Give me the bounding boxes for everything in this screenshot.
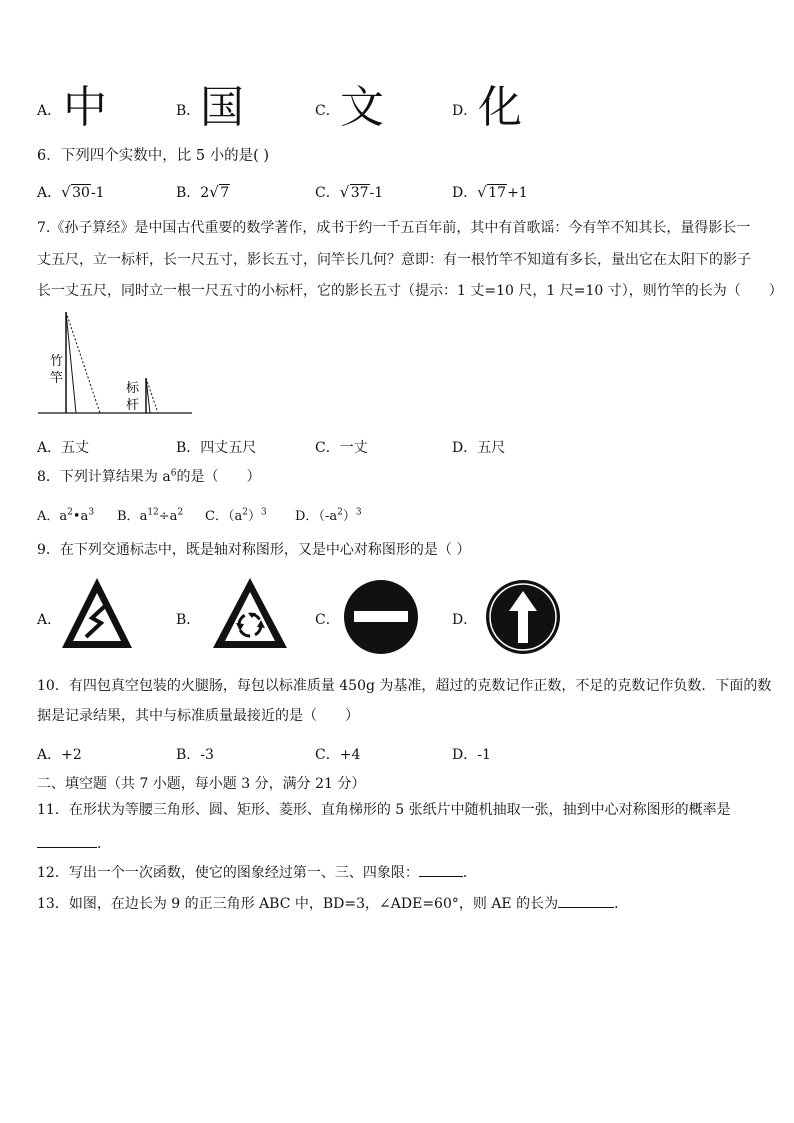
q5-option-b-label: B． (176, 103, 201, 119)
q6-option-d-rest: +1 (507, 185, 528, 201)
expr-base: （-a (318, 509, 338, 524)
option-text: 五尺 (477, 440, 506, 456)
q11-answer-line (37, 833, 111, 854)
expr-sup: 12 (147, 507, 159, 518)
q8-stem (37, 467, 260, 487)
option-text: +2 (61, 747, 82, 763)
expr-sup: 3 (260, 507, 267, 518)
q9-option-d-label: D． (452, 612, 478, 628)
q8-stem-pre: 8．下列计算结果为 a (37, 469, 171, 485)
q13-text: 13．如图，在边长为 9 的正三角形 ABC 中，BD=3，∠ADE=60°，则 AE 的长为 (37, 896, 559, 912)
option-label: D． (295, 509, 319, 524)
sqrt-symbol: √ 37 (339, 183, 369, 201)
q11-line1: 11．在形状为等腰三角形、圆、矩形、菱形、直角梯形的 5 张纸片中随机抽取一张，抽到中心对称图形的概率是 (37, 802, 731, 818)
roundabout-warning-sign-icon (210, 575, 290, 652)
q10-option-c (315, 744, 360, 764)
option-label: A． (37, 440, 62, 456)
expr-op: ） (342, 509, 356, 524)
double-bend-warning-sign-icon (60, 575, 135, 652)
q6-option-c-label: C． (315, 185, 340, 201)
option-text: 五丈 (61, 440, 90, 456)
expr-sup: 3 (355, 507, 362, 518)
option-label: C． (205, 509, 228, 524)
q5-option-d-char: 化 (478, 82, 522, 133)
q5-option-c-label: C． (315, 103, 340, 119)
option-text: -3 (200, 747, 214, 763)
option-label: C． (315, 440, 340, 456)
expr-sup: 2 (242, 507, 248, 518)
q7-option-c (315, 437, 368, 457)
q6-option-a (37, 182, 105, 202)
q7-shadow-figure (36, 308, 196, 418)
q10-line1: 10．有四包真空包装的火腿肠，每包以标准质量 450g 为基准，超过的克数记作正数，不足的克数记作负数．下面的数 (37, 678, 772, 694)
q8-stem-sup: 6 (170, 468, 177, 479)
answer-blank[interactable] (558, 893, 614, 908)
q5-option-c-char: 文 (340, 82, 384, 133)
expr-sup: 2 (337, 507, 343, 518)
q12-line (37, 862, 477, 883)
q10-option-d (452, 744, 491, 764)
expr-sup: 2 (177, 507, 184, 518)
q5-option-a-label: A． (37, 103, 62, 119)
q7-option-a (37, 437, 89, 457)
q9-option-b-label: B． (176, 612, 201, 628)
section-title: 二、填空题（共 7 小题，每小题 3 分，满分 21 分） (37, 776, 366, 792)
q8-option-b (117, 505, 183, 524)
option-label: A． (37, 509, 60, 524)
q6-option-d (452, 182, 528, 202)
radicand: 7 (220, 185, 230, 201)
q6-option-c (315, 182, 383, 202)
option-text: 一丈 (339, 440, 368, 456)
sqrt-symbol: √ 17 (477, 183, 507, 201)
q8-option-d (295, 505, 362, 524)
q6-option-c-rest: -1 (369, 185, 384, 201)
q10-line2: 据是记录结果，其中与标准质量最接近的是（ ） (37, 708, 359, 724)
stick-label-2: 杆 (126, 398, 140, 413)
q8-stem-post: 的是（ ） (176, 469, 261, 485)
q7-line1: 7.《孙子算经》是中国古代重要的数学著作，成书于约一千五百年前，其中有首歌谣：今有竿不知其长，量得影长一 (37, 220, 751, 236)
expr-sup: 2 (67, 507, 73, 518)
expr-base: （a (227, 509, 243, 524)
option-label: D． (452, 747, 478, 763)
pole-label-1: 竹 (50, 354, 64, 369)
q9-option-a-label: A． (37, 612, 62, 628)
q10-option-a (37, 744, 82, 764)
answer-blank[interactable] (37, 833, 97, 848)
option-label: B． (176, 747, 201, 763)
option-label: D． (452, 440, 478, 456)
radicand: 37 (350, 185, 369, 201)
q6-stem: 6．下列四个实数中，比 5 小的是( ) (37, 148, 270, 164)
expr-op: ÷a (158, 509, 178, 524)
expr-op: •a (72, 509, 89, 524)
q12-tail: ． (462, 865, 477, 881)
q5-option-d-label: D． (452, 103, 478, 119)
sqrt-symbol: √ 7 (209, 183, 230, 201)
q9-option-c-label: C． (315, 612, 340, 628)
option-text: 四丈五尺 (200, 440, 257, 456)
q12-text: 12．写出一个一次函数，使它的图象经过第一、三、四象限： (37, 865, 419, 881)
option-text: -1 (477, 747, 491, 763)
option-label: C． (315, 747, 340, 763)
pole-label-2: 竿 (50, 371, 64, 386)
q5-option-b-char: 国 (200, 82, 244, 133)
q9-stem: 9．在下列交通标志中，既是轴对称图形，又是中心对称图形的是（ ） (37, 542, 471, 558)
q13-line (37, 893, 628, 914)
q8-option-c (205, 505, 267, 524)
q7-option-d (452, 437, 505, 457)
option-text: +4 (339, 747, 361, 763)
q13-tail: ． (614, 896, 629, 912)
q6-option-d-label: D． (452, 185, 478, 201)
q6-option-b-coef: 2 (200, 185, 210, 201)
q6-option-a-label: A． (37, 185, 62, 201)
stick-label-1: 标 (126, 381, 140, 396)
straight-ahead-sign-icon (484, 578, 562, 656)
q7-line3: 长一丈五尺，同时立一根一尺五寸的小标杆，它的影长五寸（提示：1 丈=10 尺，1 尺=10 寸），则竹竿的长为（ ） (37, 283, 783, 299)
q6-option-b (176, 182, 230, 202)
expr-base: a (59, 509, 68, 524)
q11-tail: ． (97, 836, 111, 852)
q7-option-b (176, 437, 256, 457)
q10-option-b (176, 744, 214, 764)
expr-sup: 3 (88, 507, 95, 518)
q8-option-a (37, 505, 94, 524)
option-label: B． (117, 509, 140, 524)
radicand: 17 (488, 185, 507, 201)
sqrt-symbol: √ 30 (61, 183, 90, 201)
q6-option-a-rest: -1 (90, 185, 105, 201)
radicand: 30 (72, 185, 90, 201)
option-label: A． (37, 747, 62, 763)
expr-op: ） (247, 509, 261, 524)
option-label: B． (176, 440, 201, 456)
answer-blank[interactable] (419, 862, 463, 877)
q5-option-a-char: 中 (63, 82, 107, 133)
no-entry-sign-icon (342, 578, 420, 656)
q7-line2: 丈五尺，立一标杆，长一尺五寸，影长五寸，问竿长几何？意即：有一根竹竿不知道有多长，量出它在太阳下的影子 (37, 252, 751, 268)
q6-option-b-label: B． (176, 185, 201, 201)
expr-base: a (139, 509, 148, 524)
